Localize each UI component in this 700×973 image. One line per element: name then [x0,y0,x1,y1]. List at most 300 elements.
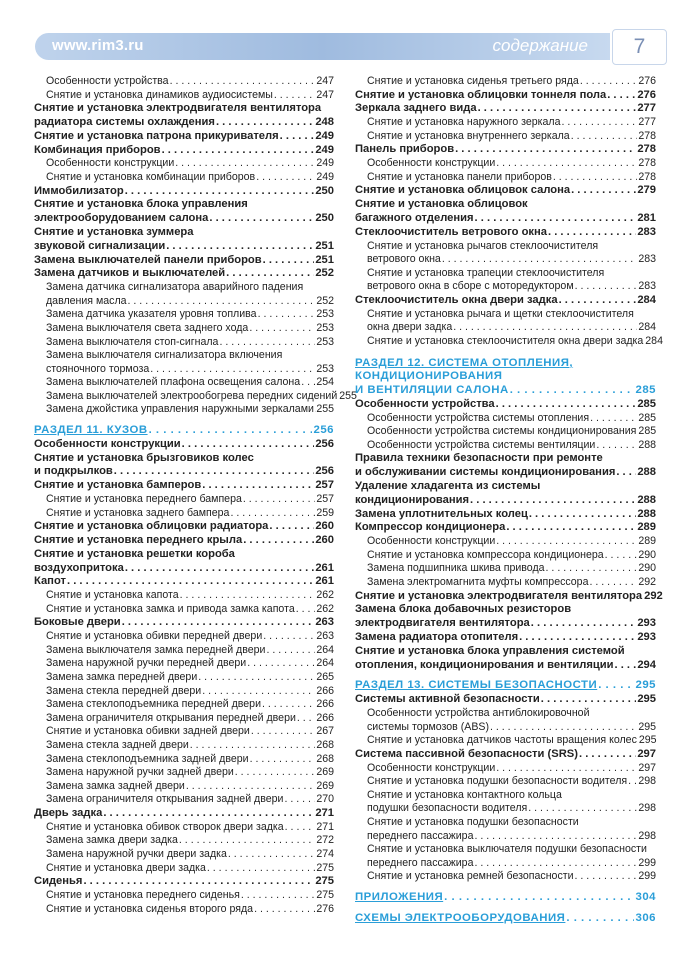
toc-page-number: 247 [316,88,334,101]
toc-entry [355,130,656,144]
toc-entry-text: Особенности устройства [46,75,169,87]
toc-entry-text: Замена стекла передней двери [46,684,202,697]
toc-page-number: 276 [316,902,334,915]
toc-page-number: 266 [316,698,334,711]
toc-page-number: 260 [315,520,334,533]
toc-entry-line [355,357,656,371]
toc-entry-text: Снятие и установка двери задка [46,861,206,874]
toc-page-number: 275 [316,861,334,874]
toc-leader-dots [510,384,635,398]
toc-page-number: 251 [315,239,334,252]
toc-section-heading [34,424,334,438]
toc-entry [34,144,334,158]
toc-entry-text: Замена джойстика управления наружными зеркалами [46,403,314,416]
toc-page-number: 289 [637,521,656,534]
toc-entry-text: Снятие и установка зуммера [34,225,194,238]
toc-entry [355,334,663,349]
toc-entry-text: Замена замка двери задка [46,834,178,847]
toc-leader-dots [247,657,315,671]
toc-entry [355,280,656,294]
toc-entry-text: КОНДИЦИОНИРОВАНИЯ [355,370,503,383]
toc-entry-text: Особенности конструкции [367,157,496,170]
toc-leader-dots [269,520,314,534]
toc-entry-text: Замена замка передней двери [46,671,198,683]
toc-leader-dots [490,721,637,735]
toc-entry [355,184,656,198]
toc-leader-dots [496,762,637,776]
toc-entry-text: Снятие и установка электродвигателя вентилятора [34,102,322,115]
toc-entry-text: Замена выключателя сигнализатора включения [46,349,283,362]
toc-page-number: 262 [316,602,334,615]
toc-leader-dots [251,725,316,739]
toc-entry [34,630,334,644]
toc-entry [355,75,656,89]
toc-section-heading [355,891,656,905]
toc-entry [34,862,334,876]
toc-entry [34,644,334,658]
toc-entry-text: Замена выключателей плафона освещения салона [46,376,301,389]
toc-entry-line [355,267,656,281]
toc-page-number: 253 [316,335,334,348]
toc-entry [355,857,656,871]
toc-leader-dots [605,549,638,563]
toc-entry-text: воздухопритока [34,561,124,574]
toc-leader-dots [553,171,637,185]
toc-leader-dots [548,226,636,240]
toc-entry-text: Замена наружной ручки задней двери [46,766,234,779]
toc-entry-text: системы тормозов (ABS) [367,720,490,733]
toc-entry-text: Комбинация приборов [34,143,161,156]
toc-leader-dots [528,802,637,816]
toc-entry [34,534,334,548]
toc-leader-dots [280,130,315,144]
toc-leader-dots [470,494,636,508]
toc-leader-dots [596,439,637,453]
toc-page-number: 298 [638,829,656,842]
toc-entry-text: Стеклоочиститель ветрового окна [355,225,547,238]
toc-entry [34,308,334,322]
toc-entry [34,89,334,103]
toc-page-number: 247 [316,75,334,87]
toc-leader-dots [615,659,637,673]
toc-page-number: 263 [316,630,334,643]
toc-leader-dots [179,834,315,848]
toc-leader-dots [226,267,314,281]
toc-leader-dots [67,575,314,589]
toc-entry-line [355,370,656,384]
toc-leader-dots [506,521,636,535]
toc-entry [34,698,334,712]
toc-page-number: 271 [315,806,334,819]
toc-page-number: 288 [637,493,656,506]
toc-entry-text: Особенности устройства системы вентиляции [367,438,596,451]
toc-leader-dots [202,685,315,699]
toc-leader-dots [262,698,315,712]
toc-entry-text: Замена выключателей панели приборов [34,253,262,266]
toc-page-number: 285 [638,411,656,424]
toc-entry [355,693,656,707]
toc-page-number: 293 [637,631,656,644]
toc-entry-text: Сиденья [34,875,83,888]
toc-leader-dots [546,562,638,576]
toc-entry [355,617,656,631]
toc-page-number: 260 [315,534,334,547]
toc-page-number: 292 [644,589,663,602]
toc-entry [355,631,656,645]
toc-leader-dots [128,295,316,309]
toc-leader-dots [297,712,315,726]
toc-entry [355,589,663,604]
toc-entry [355,226,656,240]
toc-page-number: 299 [638,856,656,869]
toc-entry [34,834,334,848]
toc-leader-dots [122,616,315,630]
toc-page-number: 278 [638,157,656,170]
toc-page-number: 252 [315,267,334,280]
toc-leader-dots [170,75,316,89]
toc-leader-dots [202,479,314,493]
toc-leader-dots [442,253,637,267]
toc-page-number: 290 [638,562,656,575]
toc-page-number: 284 [638,321,656,334]
toc-section-heading [355,384,656,398]
toc-page-number: 249 [315,143,334,156]
toc-page-number: 278 [638,170,656,183]
toc-entry [34,685,334,699]
toc-entry [34,267,334,281]
toc-entry [34,712,334,726]
toc-page-number: 297 [638,761,656,774]
toc-leader-dots [166,240,314,254]
toc-entry-text: Снятие и установка ремней безопасности [367,870,574,883]
toc-entry-text: Замена наружной ручки двери задка [46,847,227,860]
toc-entry-line [34,281,334,295]
toc-entry [34,780,334,794]
toc-section-heading [355,679,656,693]
toc-entry [34,889,334,903]
toc-entry-text: Снятие и установка блока управления системой [355,644,625,657]
toc-entry-text: Снятие и установка патрона прикуривателя [34,129,279,142]
toc-entry [355,802,656,816]
toc-entry [34,903,334,917]
toc-leader-dots [230,507,315,521]
toc-page-number: 276 [638,75,656,87]
toc-page-number: 267 [316,725,334,738]
toc-entry [355,535,656,549]
toc-leader-dots [258,308,316,322]
toc-entry-text: Замена выключателей электрообогрева передних сидений [46,389,338,402]
toc-page-number: 306 [635,911,656,924]
toc-page-number: 263 [315,616,334,629]
toc-page-number: 249 [316,157,334,170]
toc-entry [355,521,656,535]
toc-entry [355,870,656,884]
toc-entry-text: Системы активной безопасности [355,693,540,706]
toc-page-number: 269 [316,779,334,792]
toc-entry-text: Снятие и установка подушки безопасности водителя [367,775,628,788]
toc-page-number: 298 [638,775,656,788]
toc-entry-text: Замена электромагнита муфты компрессора [367,576,589,589]
toc-leader-dots [207,862,315,876]
toc-entry [355,398,656,412]
toc-entry [34,739,334,753]
toc-entry-text: Снятие и установка компрессора кондиционера [367,548,604,561]
toc-page-number: 284 [637,293,656,306]
toc-entry [355,549,656,563]
toc-entry-text: Замена замка задней двери [46,779,185,792]
toc-leader-dots [559,294,637,308]
toc-leader-dots [284,793,315,807]
toc-entry [34,616,334,630]
toc-entry-line [355,603,656,617]
toc-entry-text: Иммобилизатор [34,184,124,197]
toc-entry-text: и обслуживании системы кондиционирования [355,466,616,479]
toc-page-number: 275 [315,875,334,888]
toc-entry [355,439,656,453]
toc-page-number: 248 [315,115,334,128]
toc-page-number: 270 [316,793,334,806]
toc-entry-line [34,452,334,466]
toc-entry [355,576,656,590]
toc-page-number: 277 [638,116,656,129]
toc-entry [355,721,656,735]
toc-entry [34,766,334,780]
toc-entry [34,821,334,835]
toc-entry-text: И ВЕНТИЛЯЦИИ САЛОНА [355,384,509,397]
toc-entry-text: Снятие и установка сиденья второго ряда [46,902,254,915]
toc-entry-text: Снятие и установка динамиков аудиосистемы [46,88,273,101]
toc-entry-text: багажного отделения [355,211,474,224]
toc-entry [34,157,334,171]
toc-page-number: 285 [638,425,657,438]
toc-page-number: 284 [645,334,663,347]
toc-leader-dots [83,875,314,889]
toc-page-number: 256 [313,424,334,437]
toc-entry-text: Компрессор кондиционера [355,521,506,534]
toc-entry [34,389,357,404]
toc-entry [355,830,656,844]
toc-page-number: 278 [637,143,656,156]
toc-entry-text: Особенности устройства антиблокировочной [367,707,590,719]
toc-entry [355,212,656,226]
toc-entry-line [355,707,656,721]
toc-leader-dots [180,589,316,603]
toc-page-number: 289 [638,535,656,548]
toc-entry-text: Снятие и установка рычагов стеклоочистителя [367,239,599,252]
toc-leader-dots [219,336,315,350]
toc-leader-dots [198,671,315,685]
toc-entry [355,171,656,185]
toc-entry [34,725,334,739]
toc-entry [355,412,656,426]
toc-entry-text: СХЕМЫ ЭЛЕКТРООБОРУДОВАНИЯ [355,911,566,924]
toc-entry [355,466,656,480]
toc-page-number: 277 [637,102,656,115]
toc-page-number: 297 [637,747,656,760]
toc-entry-text: Особенности устройства [355,397,495,410]
toc-entry-text: Снятие и установка обивки задней двери [46,725,250,738]
toc-entry [355,734,656,748]
toc-leader-dots [453,321,637,335]
toc-leader-dots [474,830,637,844]
toc-page-number: 250 [315,184,334,197]
toc-page-number: 276 [637,88,656,101]
toc-page-number: 295 [637,693,656,706]
toc-entry-text: переднего пассажира [367,856,474,869]
toc-entry-text: Снятие и установка переднего крыла [34,534,243,547]
toc-entry-text: Особенности конструкции [367,761,496,774]
toc-entry [34,671,334,685]
toc-leader-dots [228,848,315,862]
toc-entry [34,465,334,479]
toc-entry-text: электродвигателя вентилятора [355,617,530,630]
toc-entry-text: РАЗДЕЛ 11. КУЗОВ [34,424,148,437]
toc-page-number: 266 [316,684,334,697]
toc-leader-dots [150,363,315,377]
toc-leader-dots [496,535,637,549]
toc-entry-text: Снятие и установка сиденья третьего ряда [367,75,579,87]
toc-page-number: 281 [637,211,656,224]
toc-entry-text: Снятие и установка трапеции стеклоочистителя [367,266,605,279]
toc-page-number: 283 [638,280,656,293]
toc-leader-dots [186,780,316,794]
toc-entry-text: Зеркала заднего вида [355,102,477,115]
toc-page-number: 283 [638,253,656,266]
toc-page-number: 253 [316,362,334,375]
toc-entry-text: и подкрылков [34,465,113,478]
toc-leader-dots [125,562,315,576]
toc-entry [34,322,334,336]
toc-entry [355,748,656,762]
page-header [0,0,700,66]
toc-page-number: 261 [315,561,334,574]
toc-page-number: 253 [316,308,334,321]
toc-page-number: 255 [316,403,334,416]
toc-entry-text: стояночного тормоза [46,362,150,375]
toc-leader-dots [571,184,636,198]
site-url[interactable]: www.rim3.ru [52,37,144,54]
toc-entry [34,212,334,226]
toc-entry-text: Снятие и установка наружного зеркала [367,116,561,129]
toc-entry-text: Снятие и установка замка и привода замка капота [46,602,295,615]
toc-entry [34,562,334,576]
toc-leader-dots [274,89,315,103]
toc-entry-text: ПРИЛОЖЕНИЯ [355,890,444,903]
toc-entry-line [355,452,656,466]
toc-entry [355,294,656,308]
toc-entry-text: Капот [34,575,66,588]
toc-entry-text: Снятие и установка панели приборов [367,170,552,183]
toc-entry-text: Снятие и установка датчиков частоты вращения колес [367,734,637,747]
toc-entry-text: Снятие и установка переднего сиденья [46,888,240,901]
toc-entry [355,775,656,789]
toc-entry-line [34,102,334,116]
toc-leader-dots [149,424,313,438]
toc-entry [34,479,334,493]
toc-leader-dots [579,748,636,762]
toc-page-number: 256 [315,465,334,478]
toc-entry-text: Снятие и установка обивок створок двери задка [46,820,284,833]
toc-entry-text: Замена ограничителя открывания задней двери [46,793,284,806]
toc-page-number: 269 [316,766,334,779]
toc-page-number: 288 [637,507,656,520]
toc-entry [34,507,334,521]
toc-leader-dots [190,739,316,753]
toc-page-number: 275 [316,888,334,901]
toc-leader-dots [598,679,634,693]
toc-entry-text: Замена датчиков и выключателей [34,267,226,280]
toc-entry [34,848,334,862]
toc-entry-text: Дверь задка [34,806,103,819]
toc-leader-dots [182,438,315,452]
toc-page-number: 266 [316,711,334,724]
toc-entry-text: Замена стекла задней двери [46,738,189,751]
toc-leader-dots [263,254,315,268]
toc-page-number: 264 [316,657,334,670]
toc-entry-text: ветрового окна [367,253,441,266]
toc-leader-dots [455,143,636,157]
toc-leader-dots [566,912,634,926]
toc-leader-dots [529,508,637,522]
toc-entry [34,753,334,767]
toc-entry [34,116,334,130]
toc-leader-dots [541,693,637,707]
toc-entry-text: Снятие и установка облицовки радиатора [34,520,269,533]
toc-leader-dots [607,89,636,103]
toc-entry-text: Особенности устройства системы кондиционирования [367,425,637,438]
toc-page-number: 265 [316,671,334,683]
toc-page-number: 283 [637,225,656,238]
toc-leader-dots [531,617,637,631]
toc-entry-text: кондиционирования [355,493,470,506]
toc-entry-text: РАЗДЕЛ 12. СИСТЕМА ОТОПЛЕНИЯ, [355,356,574,369]
toc-page-number: 271 [316,820,334,833]
toc-leader-dots [256,171,315,185]
toc-page-number: 299 [638,870,656,883]
toc-entry [355,143,656,157]
toc-entry-line [355,198,656,212]
toc-entry-text: Снятие и установка выключателя подушки безопасности [367,843,647,856]
toc-entry [355,102,656,116]
toc-leader-dots [296,603,316,617]
toc-entry-text: окна двери задка [367,321,453,334]
toc-entry [34,75,334,89]
toc-leader-dots [575,280,638,294]
toc-page-number: 255 [339,389,357,402]
toc-entry-text: радиатора системы охлаждения [34,115,215,128]
toc-page-number: 249 [315,129,334,142]
toc-entry [34,807,334,821]
toc-page-number: 249 [316,170,334,183]
toc-entry-text: звуковой сигнализации [34,239,166,252]
toc-leader-dots [235,766,316,780]
toc-entry [355,116,656,130]
toc-entry-text: Снятие и установка капота [46,589,179,602]
toc-entry [34,575,334,589]
toc-entry [34,254,334,268]
toc-leader-dots [241,889,315,903]
toc-entry-line [355,789,656,803]
toc-entry-text: Особенности устройства системы отопления [367,411,590,424]
toc-entry-text: электрооборудованием салона [34,212,209,225]
toc-page-number: 257 [315,479,334,492]
toc-entry-text: Замена подшипника шкива привода [367,562,545,575]
toc-entry [34,493,334,507]
toc-entry [34,336,334,350]
toc-page-number: 274 [316,847,334,860]
toc-entry-text: Замена стеклоподъемника задней двери [46,752,249,765]
toc-leader-dots [589,576,637,590]
